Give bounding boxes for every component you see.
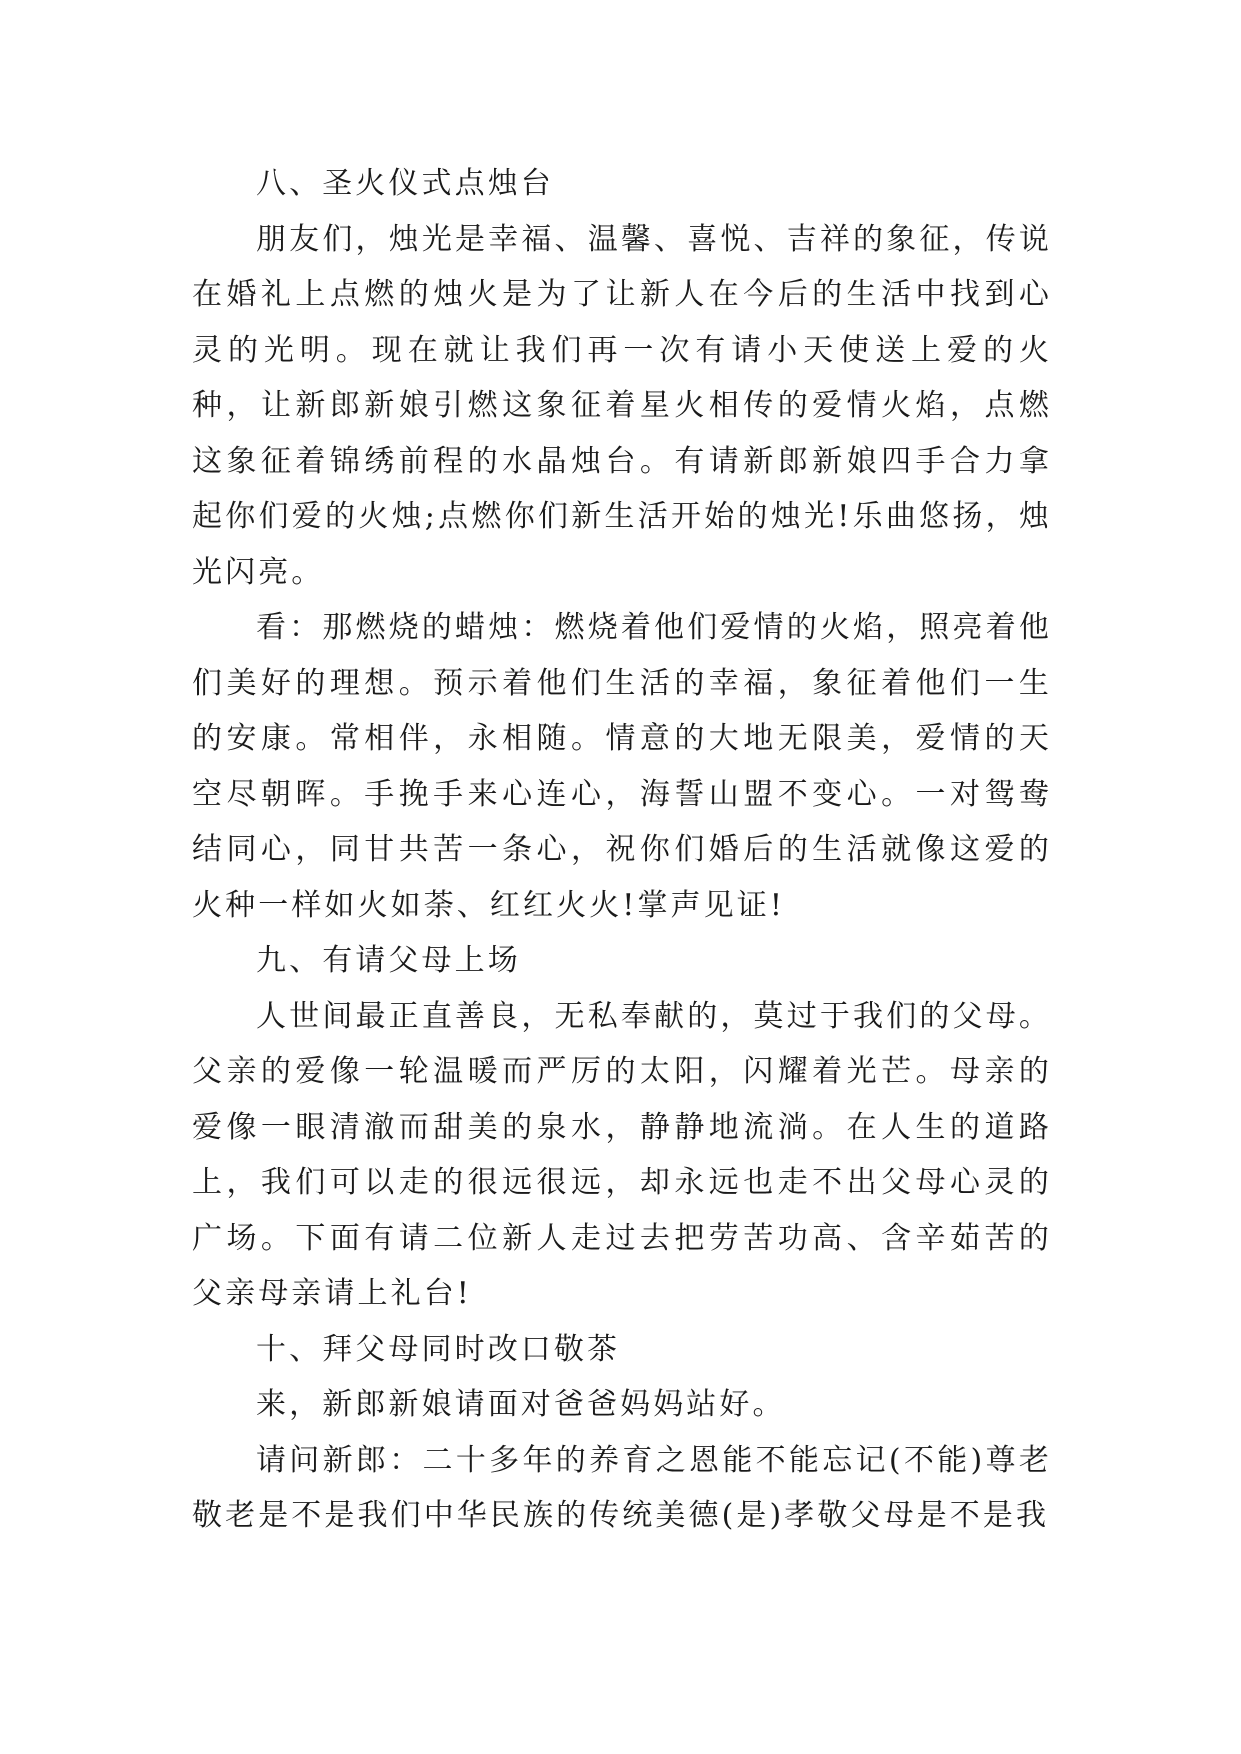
paragraph: 朋友们，烛光是幸福、温馨、喜悦、吉祥的象征，传说在婚礼上点燃的烛火是为了让新人在今后的生活中找到心灵的光明。现在就让我们再一次有请小天使送上爱的火种，让新郎新娘引燃这象征着星火相传的爱情火焰，点燃这象征着锦绣前程的水晶烛台。有请新郎新娘四手合力拿起你们爱的火烛;点燃你们新生活开始的烛光!乐曲悠扬，烛光闪亮。 [192,221,1052,590]
section-heading-8: 八、圣火仪式点烛台 [256,166,554,201]
section-heading-9: 九、有请父母上场 [256,943,521,978]
paragraph: 来，新郎新娘请面对爸爸妈妈站好。 [256,1387,786,1422]
section-heading-10: 十、拜父母同时改口敬茶 [256,1331,621,1367]
document-body [192,156,1052,1544]
paragraph: 请问新郎：二十多年的养育之恩能不能忘记(不能)尊老敬老是不是我们中华民族的传统美德(是)孝敬父母是不是我 [192,1442,1052,1533]
paragraph: 人世间最正直善良，无私奉献的，莫过于我们的父母。父亲的爱像一轮温暖而严厉的太阳，闪耀着光芒。母亲的爱像一眼清澈而甜美的泉水，静静地流淌。在人生的道路上，我们可以走的很远很远，却永远也走不出父母心灵的广场。下面有请二位新人走过去把劳苦功高、含辛茹苦的父亲母亲请上礼台! [192,998,1052,1311]
paragraph: 看：那燃烧的蜡烛：燃烧着他们爱情的火焰，照亮着他们美好的理想。预示着他们生活的幸福，象征着他们一生的安康。常相伴，永相随。情意的大地无限美，爱情的天空尽朝晖。手挽手来心连心，海誓山盟不变心。一对鸳鸯结同心，同甘共苦一条心，祝你们婚后的生活就像这爱的火种一样如火如荼、红红火火!掌声见证! [192,610,1052,923]
